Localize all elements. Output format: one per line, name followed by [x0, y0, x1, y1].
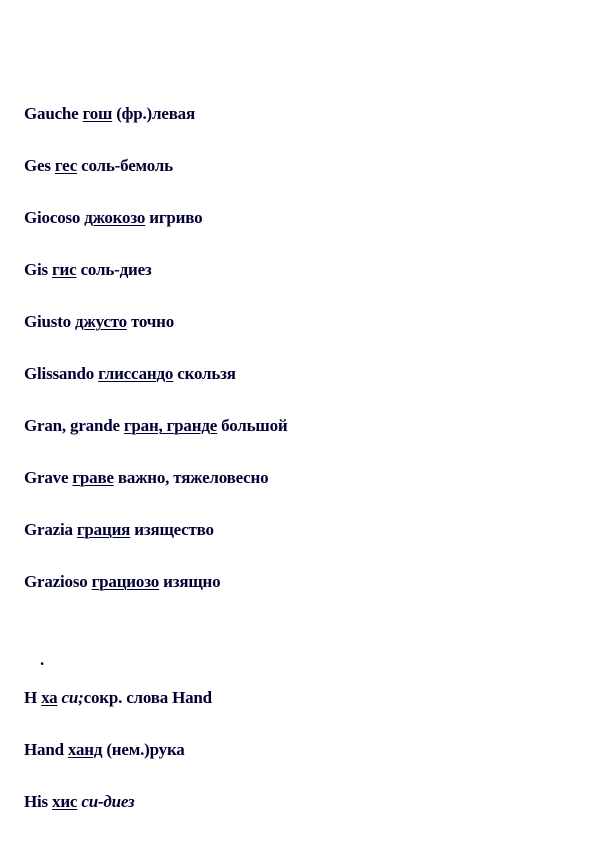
entry-term: Grazia	[24, 520, 73, 539]
entry-his	[24, 792, 134, 812]
entry-term: Grazioso	[24, 572, 88, 591]
entry-pronunciation: гран, гранде	[123, 416, 218, 435]
entry-translation: изящество	[134, 520, 214, 539]
entry-term: H	[24, 688, 38, 707]
entry-pronunciation: гес	[54, 156, 78, 175]
entry-pronunciation: гис	[52, 260, 77, 279]
entry-translation: соль-бемоль	[81, 156, 173, 175]
entry-giocoso	[24, 208, 202, 228]
entry-pronunciation: хис	[52, 792, 78, 811]
entry-translation: точно	[131, 312, 175, 331]
entry-ges	[24, 156, 173, 176]
entry-note-italic: си-диез	[81, 792, 135, 811]
entry-term: Gran, grande	[24, 416, 120, 435]
entry-translation: сокр. слова Hand	[83, 688, 212, 707]
entry-giusto	[24, 312, 174, 332]
entry-gauche	[24, 104, 195, 124]
entry-term: Gauche	[24, 104, 79, 123]
entry-term: Hand	[24, 740, 64, 759]
section-separator: .	[40, 650, 45, 669]
entry-glissando	[24, 364, 236, 384]
entry-grazia	[24, 520, 214, 540]
entry-translation: (фр.)левая	[116, 104, 195, 123]
entry-term: Gis	[24, 260, 48, 279]
entry-pronunciation: гош	[82, 104, 113, 123]
entry-term: Glissando	[24, 364, 95, 383]
entry-term: His	[24, 792, 48, 811]
entry-term: Ges	[24, 156, 51, 175]
entry-grave	[24, 468, 268, 488]
entry-term: Giusto	[24, 312, 71, 331]
entry-term: Giocoso	[24, 208, 81, 227]
entry-term: Grave	[24, 468, 69, 487]
entry-translation: большой	[221, 416, 288, 435]
entry-pronunciation: джокозо	[84, 208, 146, 227]
entry-pronunciation: граве	[72, 468, 114, 487]
entry-translation: соль-диез	[80, 260, 152, 279]
entry-pronunciation: ха	[41, 688, 58, 707]
entry-pronunciation: глиссандо	[98, 364, 174, 383]
entry-translation: важно, тяжеловесно	[117, 468, 269, 487]
entry-gran-grande	[24, 416, 287, 436]
entry-grazioso	[24, 572, 220, 592]
entry-translation: игриво	[149, 208, 203, 227]
entry-note-itallic: си;	[61, 688, 84, 707]
entry-translation: (нем.)рука	[106, 740, 185, 759]
entry-pronunciation: грациозо	[91, 572, 160, 591]
entry-pronunciation: грация	[76, 520, 131, 539]
entry-translation: скользя	[177, 364, 236, 383]
entry-pronunciation: джусто	[75, 312, 127, 331]
entry-hand	[24, 740, 185, 760]
entry-gis	[24, 260, 152, 280]
entry-translation: изящно	[163, 572, 221, 591]
entry-pronunciation: ханд	[67, 740, 103, 759]
entry-h	[24, 688, 212, 708]
